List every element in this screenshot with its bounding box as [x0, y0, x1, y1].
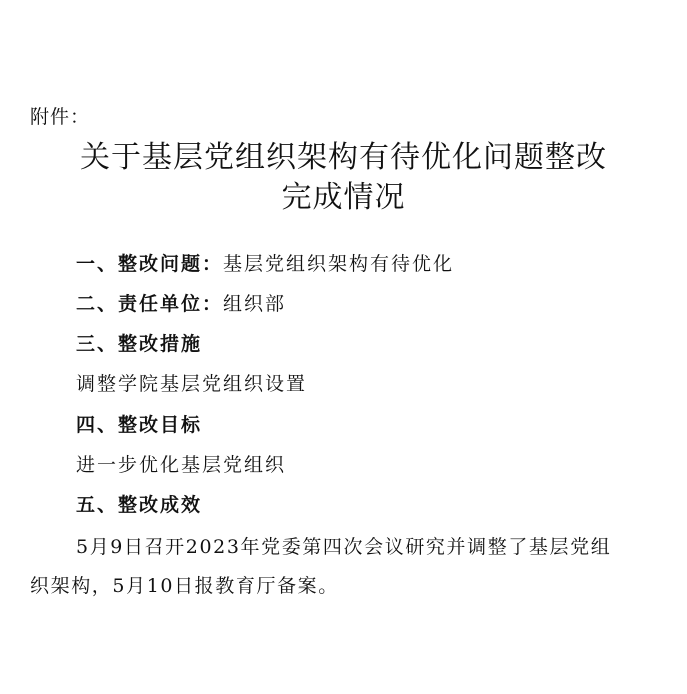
result-paragraph-line-1: 5月9日召开2023年党委第四次会议研究并调整了基层党组	[76, 536, 612, 558]
document-title-line-2: 完成情况	[281, 180, 406, 215]
section-4-heading: 四、整改目标	[76, 414, 203, 436]
section-3-body: 调整学院基层党组织设置	[76, 373, 308, 395]
attachment-label: 附件：	[30, 106, 91, 128]
section-1-row	[76, 251, 454, 277]
section-2-value: 组织部	[223, 293, 287, 315]
section-4-body: 进一步优化基层党组织	[76, 454, 287, 476]
section-3-heading: 三、整改措施	[76, 333, 203, 355]
section-2-row	[76, 291, 286, 317]
section-2-heading: 二、责任单位：	[76, 293, 224, 315]
section-1-value: 基层党组织架构有待优化	[223, 253, 455, 275]
section-5-heading: 五、整改成效	[76, 494, 203, 516]
document-title-line-1: 关于基层党组织架构有待优化问题整改	[80, 140, 607, 175]
result-paragraph-line-2: 织架构，5月10日报教育厅备案。	[30, 575, 339, 597]
section-1-heading: 一、整改问题：	[76, 253, 224, 275]
